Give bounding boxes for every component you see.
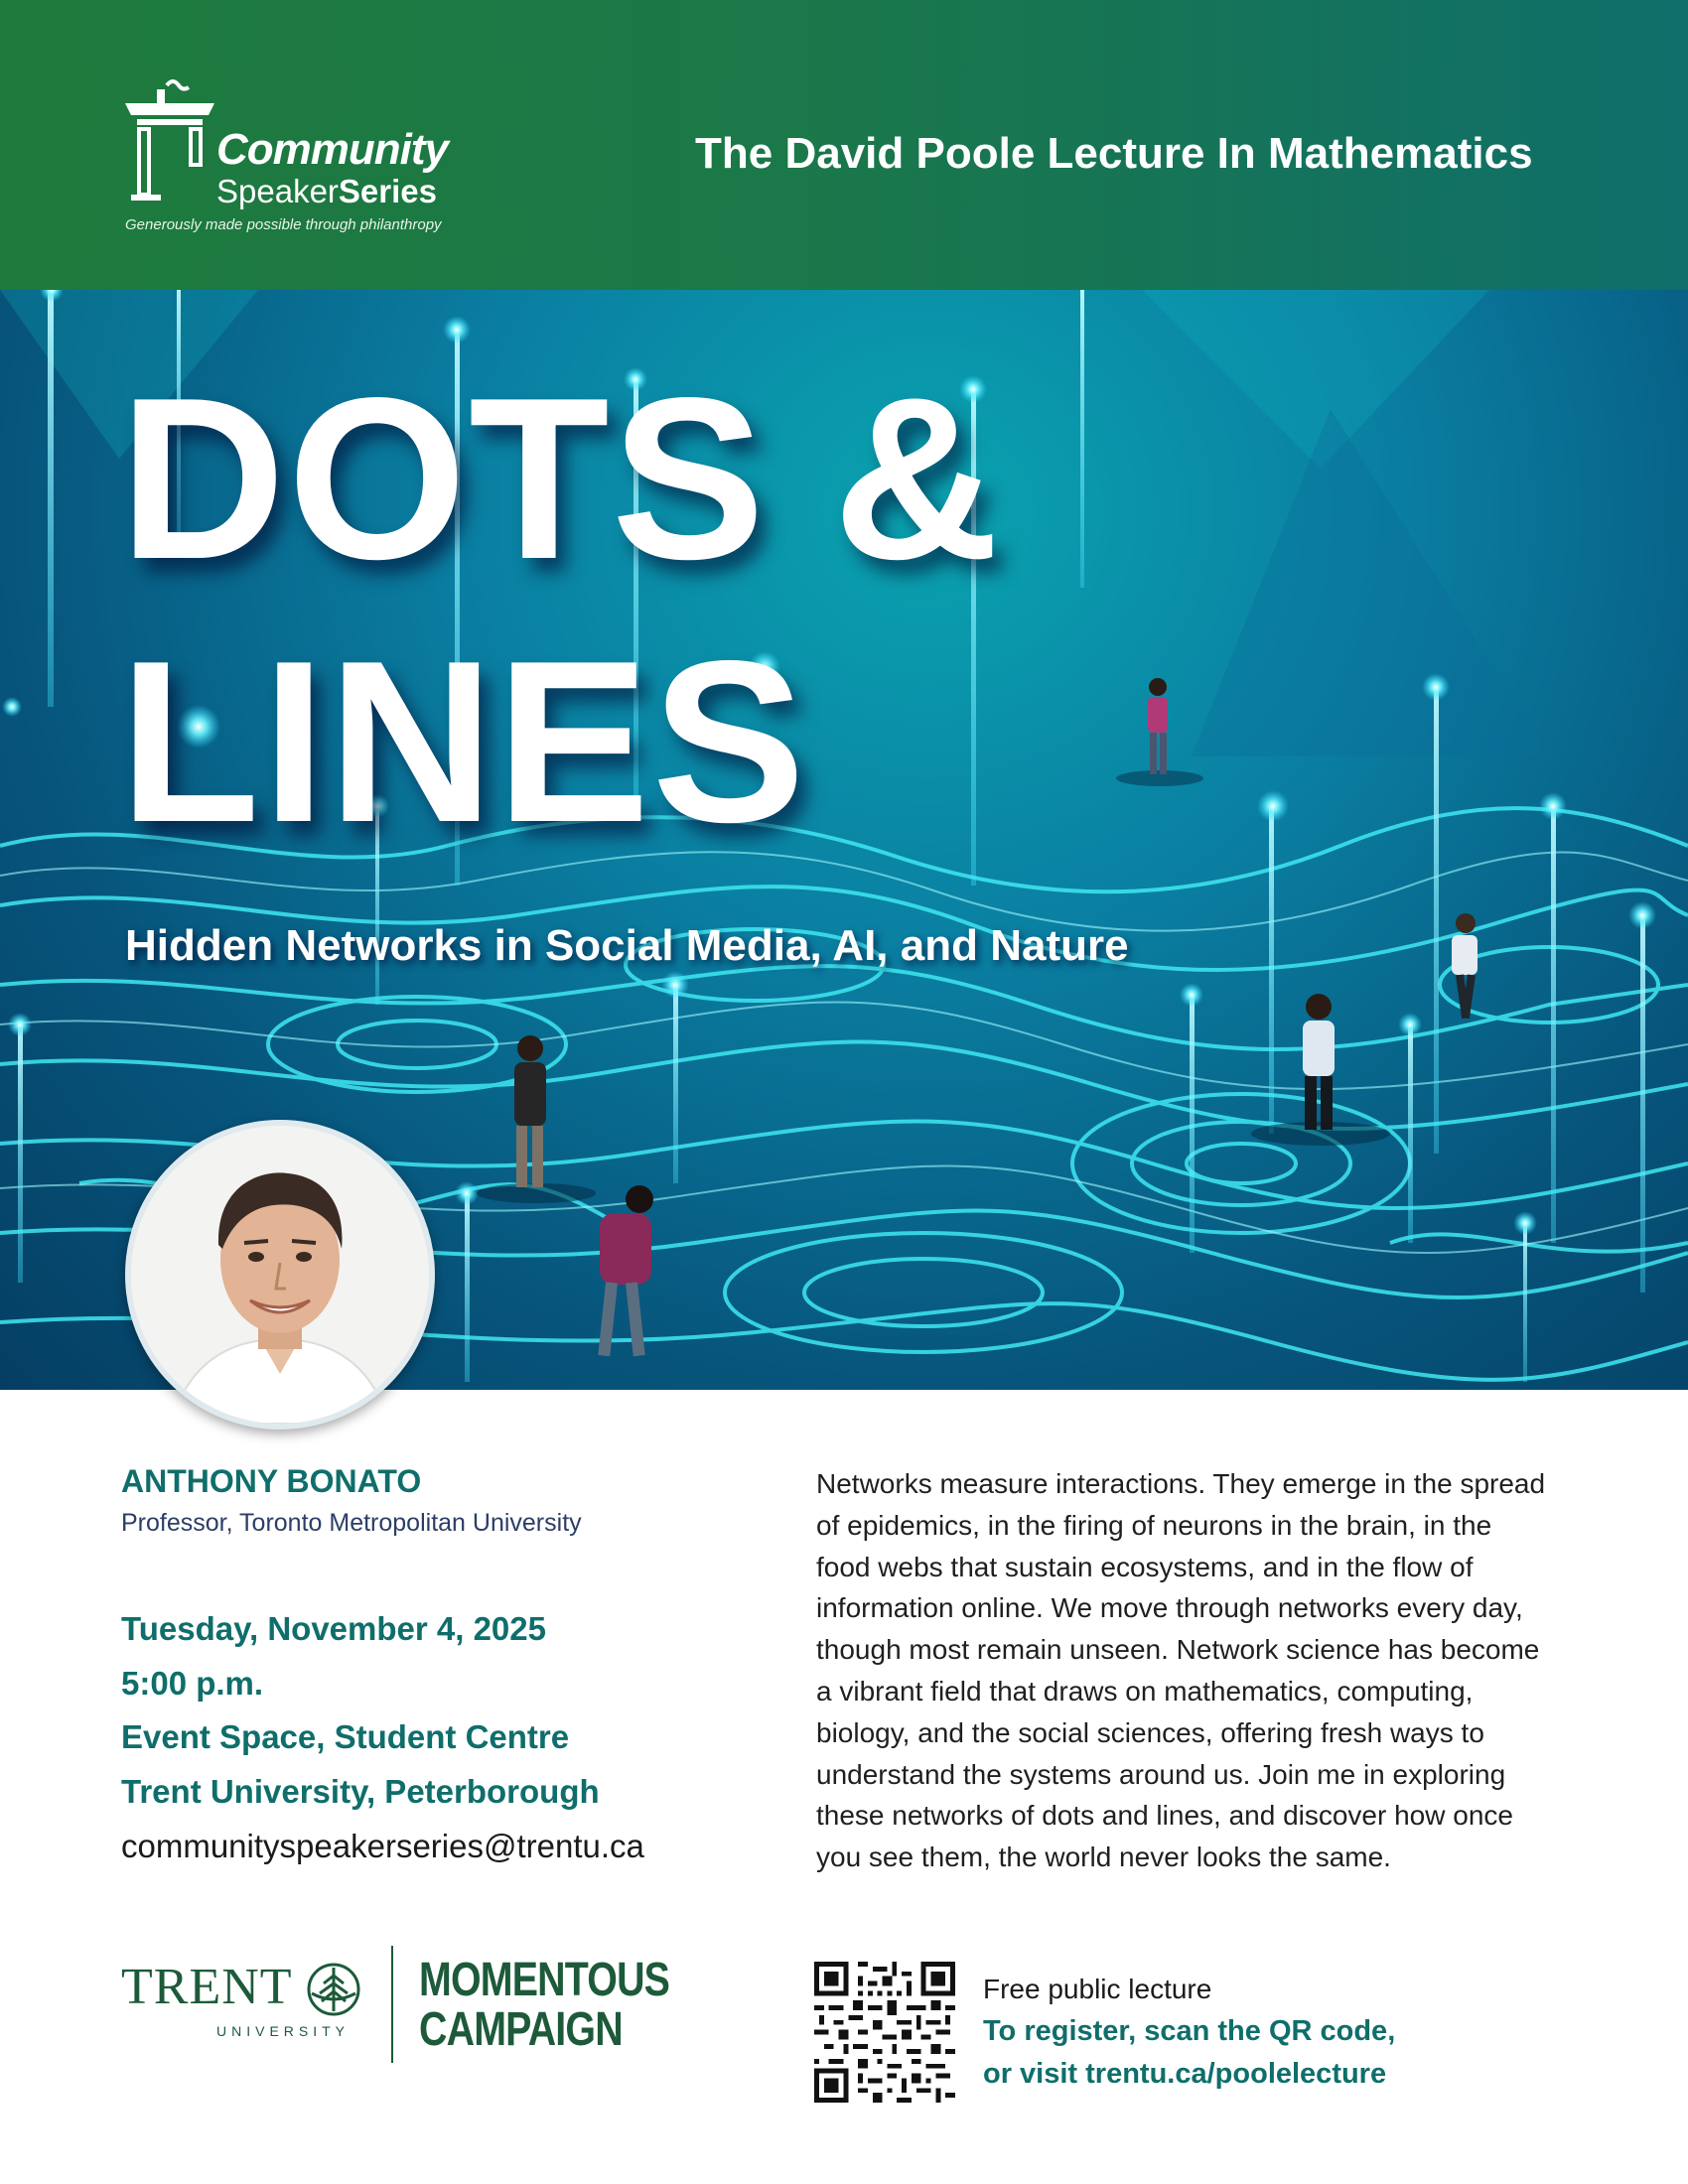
- trent-wordmark: TRENT: [121, 1959, 293, 2015]
- event-date: Tuesday, November 4, 2025: [121, 1610, 546, 1647]
- speaker-portrait: [125, 1120, 435, 1430]
- title-line-2: LINES: [119, 614, 808, 871]
- logo-word-speaker-series: [216, 173, 437, 210]
- podium-icon: [117, 77, 228, 206]
- event-time: 5:00 p.m.: [121, 1665, 264, 1702]
- logo-divider: [391, 1946, 393, 2063]
- trent-emblem-icon: [306, 1962, 361, 2017]
- logo-word-community: Community: [216, 125, 448, 174]
- speaker-face-illustration: [131, 1126, 429, 1424]
- event-venue: Event Space, Student Centre: [121, 1718, 570, 1755]
- logo-word-series: Series: [338, 173, 438, 209]
- lecture-description: Networks measure interactions. They emerge in the spread of epidemics, in the firing of neurons in the brain, in the food webs that sustain ecosystems, and in the flow of information online. We move through networks every day, though most remain unseen. Network science has become a vibrant field that draws on mathematics, computing, biology, and the social sciences, offering fresh ways to understand the systems around us. Join me in exploring these networks of dots and lines, and discover how once you see them, the world never looks the same.: [816, 1468, 1546, 1873]
- person-figure: [477, 1035, 596, 1203]
- trent-university-label: UNIVERSITY: [216, 2023, 351, 2039]
- contact-email-link[interactable]: communityspeakerseries@trentu.ca: [121, 1828, 644, 1864]
- logo-tagline: Generously made possible through philanthropy: [125, 216, 442, 233]
- title-line-1: DOTS &: [119, 350, 1002, 608]
- series-title: The David Poole Lecture In Mathematics: [695, 129, 1533, 178]
- register-instruction: To register, scan the QR code,: [983, 2015, 1396, 2047]
- campaign-line-2: CAMPAIGN: [419, 2003, 623, 2056]
- speaker-name: ANTHONY BONATO: [121, 1463, 422, 1499]
- register-url-link[interactable]: or visit trentu.ca/poolelecture: [983, 2058, 1387, 2090]
- community-speaker-series-logo: [117, 77, 485, 246]
- momentous-campaign-logo: [419, 1956, 669, 2055]
- campaign-line-1: MOMENTOUS: [419, 1954, 670, 2006]
- subtitle: Hidden Networks in Social Media, AI, and Nature: [125, 921, 1129, 970]
- trent-university-logo: [121, 1958, 369, 2047]
- person-figure: [1116, 678, 1203, 786]
- free-lecture-label: Free public lecture: [983, 1974, 1212, 2004]
- person-figure: [598, 1185, 653, 1356]
- speaker-role: Professor, Toronto Metropolitan University: [121, 1509, 582, 1537]
- registration-qr-code[interactable]: [814, 1962, 955, 2103]
- logo-word-speaker: Speaker: [216, 173, 339, 209]
- event-location: Trent University, Peterborough: [121, 1773, 600, 1810]
- header-band: [0, 0, 1688, 290]
